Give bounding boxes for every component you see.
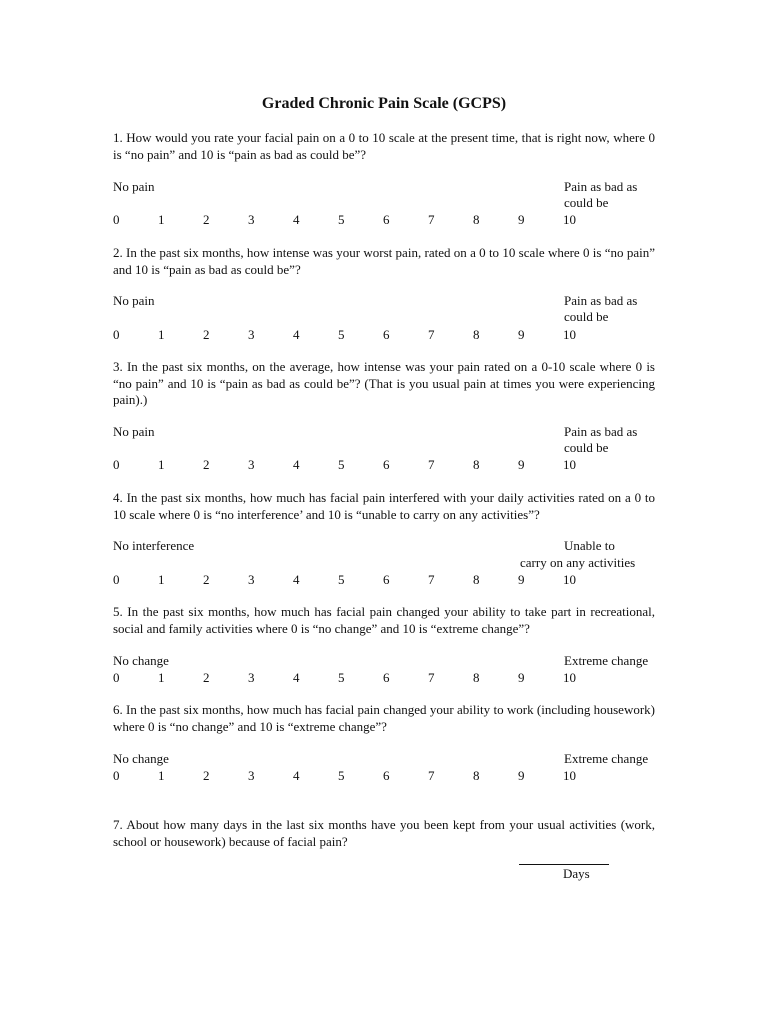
scale-number-1[interactable]: 1 bbox=[158, 212, 165, 227]
days-label: Days bbox=[563, 866, 590, 881]
question-5-right-label: Extreme change bbox=[564, 653, 649, 668]
scale-number-7[interactable]: 7 bbox=[428, 768, 435, 783]
scale-number-7[interactable]: 7 bbox=[428, 327, 435, 342]
scale-number-0[interactable]: 0 bbox=[113, 212, 120, 227]
scale-number-9[interactable]: 9 bbox=[518, 457, 525, 472]
scale-number-3[interactable]: 3 bbox=[248, 457, 255, 472]
scale-number-3[interactable]: 3 bbox=[248, 768, 255, 783]
scale-number-3[interactable]: 3 bbox=[248, 572, 255, 587]
scale-number-6[interactable]: 6 bbox=[383, 572, 390, 587]
scale-number-4[interactable]: 4 bbox=[293, 212, 300, 227]
scale-number-7[interactable]: 7 bbox=[428, 572, 435, 587]
question-3-right-label-line2: could be bbox=[564, 440, 609, 455]
scale-number-6[interactable]: 6 bbox=[383, 457, 390, 472]
scale-number-2[interactable]: 2 bbox=[203, 572, 210, 587]
scale-number-8[interactable]: 8 bbox=[473, 670, 480, 685]
question-2-right-label-line2: could be bbox=[564, 309, 609, 324]
question-6-scale bbox=[0, 767, 768, 784]
scale-number-4[interactable]: 4 bbox=[293, 768, 300, 783]
question-2-text: 2. In the past six months, how intense was your worst pain, rated on a 0 to 10 scale where 0 is “no pain” and 10 is “pain as bad as could be”? bbox=[113, 245, 655, 277]
question-4-left-label: No interference bbox=[113, 538, 195, 553]
scale-number-5[interactable]: 5 bbox=[338, 212, 345, 227]
scale-number-8[interactable]: 8 bbox=[473, 212, 480, 227]
question-5-scale bbox=[0, 669, 768, 686]
scale-number-1[interactable]: 1 bbox=[158, 327, 165, 342]
scale-number-1[interactable]: 1 bbox=[158, 572, 165, 587]
question-1-right-label-line2: could be bbox=[564, 195, 609, 210]
scale-number-5[interactable]: 5 bbox=[338, 457, 345, 472]
question-3-text: 3. In the past six months, on the average, how intense was your pain rated on a 0-10 scale where 0 is “no pain” and 10 is “pain as bad as could be”? (That is you usual pain at times you were experiencing pain).) bbox=[113, 359, 655, 407]
question-5-left-label: No change bbox=[113, 653, 169, 668]
scale-number-0[interactable]: 0 bbox=[113, 457, 120, 472]
scale-number-10[interactable]: 10 bbox=[563, 670, 576, 685]
scale-number-6[interactable]: 6 bbox=[383, 327, 390, 342]
scale-number-2[interactable]: 2 bbox=[203, 327, 210, 342]
scale-number-4[interactable]: 4 bbox=[293, 327, 300, 342]
scale-number-9[interactable]: 9 bbox=[518, 670, 525, 685]
scale-number-0[interactable]: 0 bbox=[113, 572, 120, 587]
scale-number-8[interactable]: 8 bbox=[473, 572, 480, 587]
scale-number-1[interactable]: 1 bbox=[158, 768, 165, 783]
scale-number-3[interactable]: 3 bbox=[248, 212, 255, 227]
question-3-left-label: No pain bbox=[113, 424, 155, 439]
scale-number-10[interactable]: 10 bbox=[563, 327, 576, 342]
scale-number-6[interactable]: 6 bbox=[383, 670, 390, 685]
scale-number-2[interactable]: 2 bbox=[203, 212, 210, 227]
question-5-text: 5. In the past six months, how much has facial pain changed your ability to take part in recreational, social and family activities where 0 is “no change” and 10 is “extreme change”? bbox=[113, 604, 655, 636]
scale-number-7[interactable]: 7 bbox=[428, 212, 435, 227]
days-answer-blank[interactable] bbox=[519, 848, 609, 865]
scale-number-2[interactable]: 2 bbox=[203, 670, 210, 685]
question-1-scale bbox=[0, 211, 768, 228]
scale-number-5[interactable]: 5 bbox=[338, 670, 345, 685]
question-4-right-label: Unable to bbox=[564, 538, 615, 553]
scale-number-0[interactable]: 0 bbox=[113, 768, 120, 783]
question-4-right-label-line2: carry on any activities bbox=[520, 555, 636, 570]
scale-number-5[interactable]: 5 bbox=[338, 327, 345, 342]
question-7-text: 7. About how many days in the last six months have you been kept from your usual activities (work, school or housework) because of facial pain? bbox=[113, 817, 655, 849]
scale-number-4[interactable]: 4 bbox=[293, 670, 300, 685]
page-title: Graded Chronic Pain Scale (GCPS) bbox=[261, 95, 507, 112]
scale-number-3[interactable]: 3 bbox=[248, 327, 255, 342]
scale-number-7[interactable]: 7 bbox=[428, 457, 435, 472]
scale-number-2[interactable]: 2 bbox=[203, 768, 210, 783]
scale-number-9[interactable]: 9 bbox=[518, 212, 525, 227]
scale-number-0[interactable]: 0 bbox=[113, 327, 120, 342]
scale-number-5[interactable]: 5 bbox=[338, 768, 345, 783]
question-3-scale bbox=[0, 456, 768, 473]
scale-number-7[interactable]: 7 bbox=[428, 670, 435, 685]
question-4-text: 4. In the past six months, how much has facial pain interfered with your daily activities rated on a 0 to 10 scale where 0 is “no interference’ and 10 is “unable to carry on any activities”? bbox=[113, 490, 655, 522]
scale-number-6[interactable]: 6 bbox=[383, 768, 390, 783]
scale-number-1[interactable]: 1 bbox=[158, 457, 165, 472]
scale-number-9[interactable]: 9 bbox=[518, 327, 525, 342]
question-6-right-label: Extreme change bbox=[564, 751, 649, 766]
scale-number-10[interactable]: 10 bbox=[563, 457, 576, 472]
scale-number-8[interactable]: 8 bbox=[473, 768, 480, 783]
scale-number-9[interactable]: 9 bbox=[518, 572, 525, 587]
scale-number-8[interactable]: 8 bbox=[473, 457, 480, 472]
scale-number-6[interactable]: 6 bbox=[383, 212, 390, 227]
question-6-text: 6. In the past six months, how much has facial pain changed your ability to work (including housework) where 0 is “no change” and 10 is “extreme change”? bbox=[113, 702, 655, 734]
scale-number-2[interactable]: 2 bbox=[203, 457, 210, 472]
question-4-scale bbox=[0, 571, 768, 588]
scale-number-10[interactable]: 10 bbox=[563, 768, 576, 783]
question-2-left-label: No pain bbox=[113, 293, 155, 308]
scale-number-5[interactable]: 5 bbox=[338, 572, 345, 587]
scale-number-4[interactable]: 4 bbox=[293, 457, 300, 472]
scale-number-9[interactable]: 9 bbox=[518, 768, 525, 783]
question-1-left-label: No pain bbox=[113, 179, 155, 194]
question-2-scale bbox=[0, 326, 768, 343]
question-6-left-label: No change bbox=[113, 751, 169, 766]
scale-number-1[interactable]: 1 bbox=[158, 670, 165, 685]
scale-number-10[interactable]: 10 bbox=[563, 572, 576, 587]
question-1-right-label: Pain as bad as bbox=[564, 179, 638, 194]
scale-number-0[interactable]: 0 bbox=[113, 670, 120, 685]
scale-number-4[interactable]: 4 bbox=[293, 572, 300, 587]
scale-number-10[interactable]: 10 bbox=[563, 212, 576, 227]
question-1-text: 1. How would you rate your facial pain on a 0 to 10 scale at the present time, that is right now, where 0 is “no pain” and 10 is “pain as bad as could be”? bbox=[113, 130, 655, 162]
scale-number-3[interactable]: 3 bbox=[248, 670, 255, 685]
question-2-right-label: Pain as bad as bbox=[564, 293, 638, 308]
scale-number-8[interactable]: 8 bbox=[473, 327, 480, 342]
question-3-right-label: Pain as bad as bbox=[564, 424, 638, 439]
